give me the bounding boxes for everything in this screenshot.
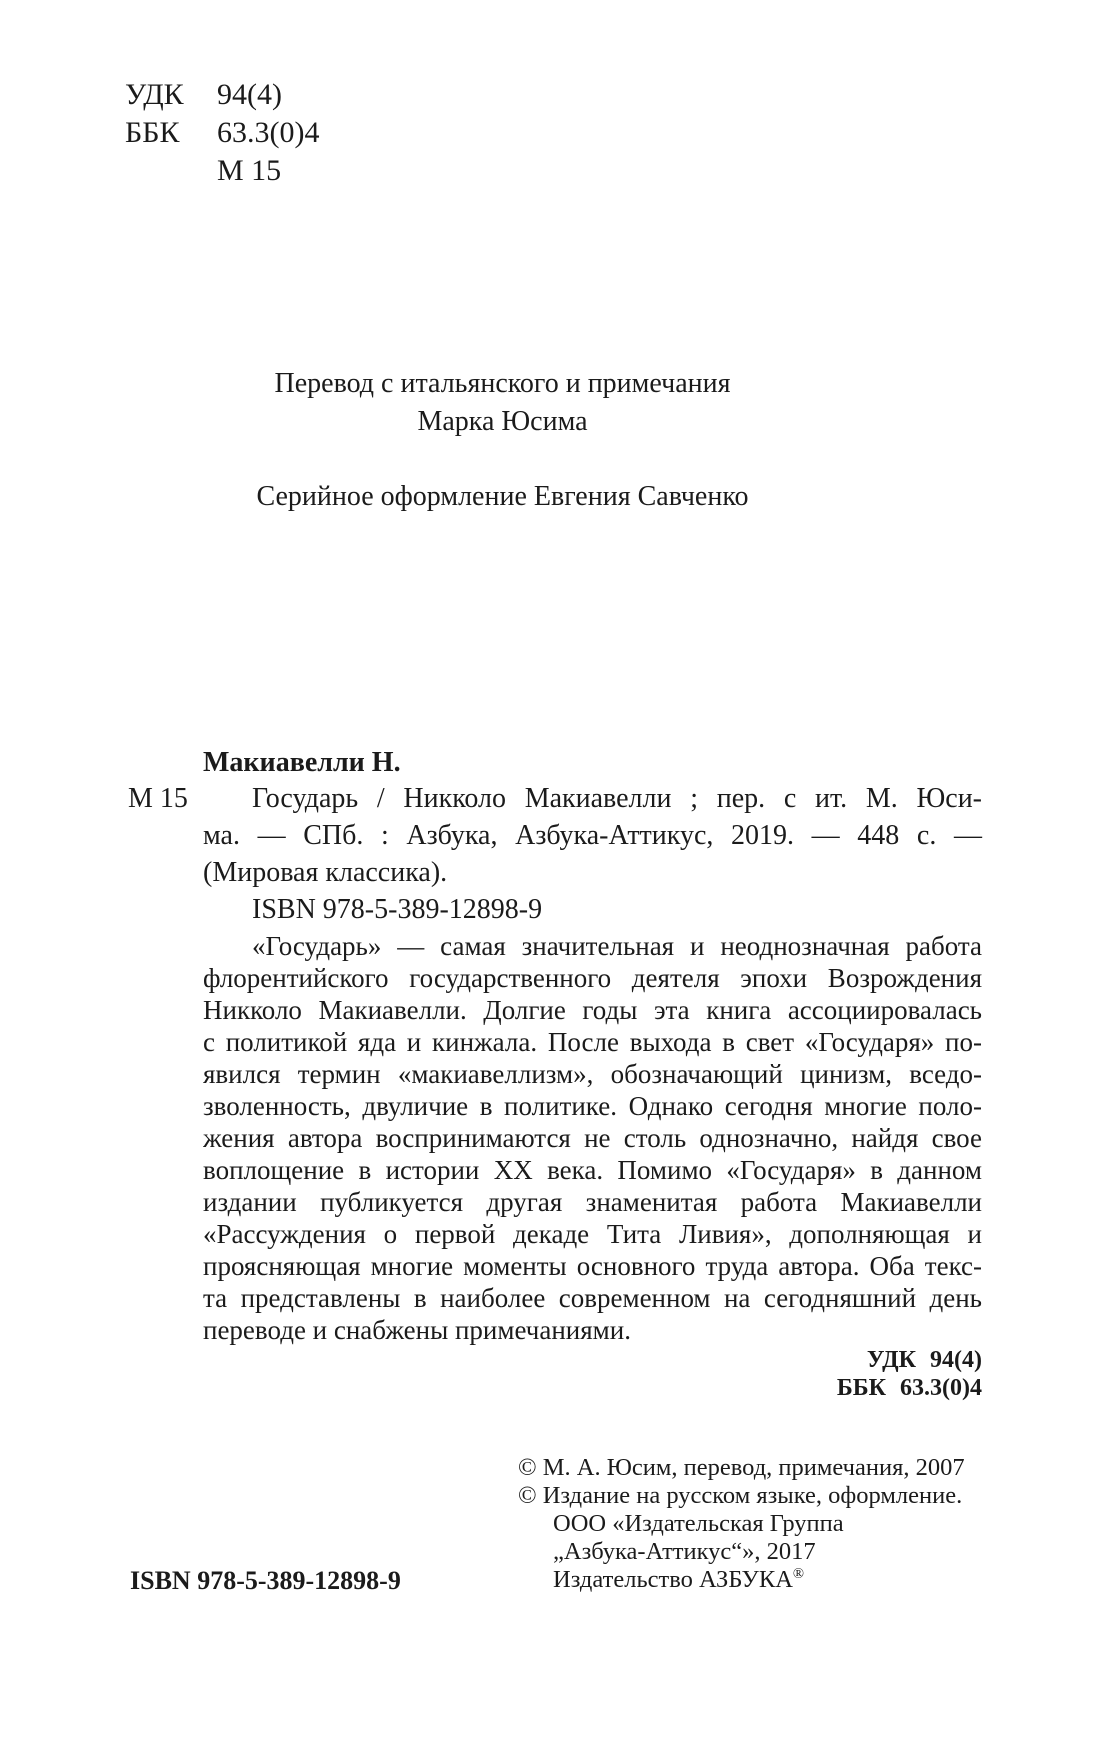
catalog-author-sign: М 15 [128,783,188,814]
series-design-line: Серийное оформление Евгения Савченко [256,481,749,512]
registered-mark: ® [792,1565,805,1582]
annotation-line: зволенность, двуличие в политике. Однако сегодня многие поло- [203,1091,982,1121]
annotation-line: жения автора воспринимаются не столь однозначно, найдя свое [203,1123,982,1153]
isbn-bottom: ISBN 978-5-389-12898-9 [130,1566,401,1595]
annotation-line: проясняющая многие моменты основного труда автора. Оба текс- [203,1251,982,1281]
annotation-paragraph [203,930,982,1346]
annotation-line: переводе и снабжены примечаниями. [203,1315,631,1345]
classification-codes-top [125,76,319,190]
udk-right: УДК 94(4) [866,1347,982,1373]
translator-credit-line1: Перевод с итальянского и примечания [274,368,731,399]
annotation-line: та представлены в наиболее современном на сегодняшний день [203,1283,982,1313]
series-design-credit [0,478,1005,516]
classification-codes-right [203,1346,982,1402]
annotation-line: явился термин «макиавеллизм», обозначающий цинизм, вседо- [203,1059,982,1089]
annotation-line: Никколо Макиавелли. Долгие годы эта книга ассоциировалась [203,995,982,1025]
translator-credit [0,365,1005,441]
copyright-publisher-year: „Азбука-Аттикус“», 2017 [553,1538,816,1565]
bbk-label: ББК [125,116,180,149]
annotation-line: «Рассуждения о первой декаде Тита Ливия», дополняющая и [203,1219,982,1249]
copyright-imprint: Издательство АЗБУКА® [553,1565,805,1593]
bbk-right: ББК 63.3(0)4 [836,1375,982,1401]
copyright-block [518,1454,965,1594]
annotation-line: воплощение в истории XX века. Помимо «Государя» в данном [203,1155,982,1185]
annotation-line: издании публикуется другая знаменитая работа Макиавелли [203,1187,982,1217]
annotation-line: «Государь» — самая значительная и неоднозначная работа [252,931,982,961]
udk-label: УДК [125,78,184,111]
bbk-value: 63.3(0)4 [217,116,320,149]
translator-credit-line2: Марка Юсима [417,406,588,437]
catalog-description-line3: (Мировая классика). [203,857,448,888]
copyright-translator: © М. А. Юсим, перевод, примечания, 2007 [518,1454,965,1481]
annotation-line: с политикой яда и кинжала. После выхода в свет «Государя» по- [203,1027,982,1057]
catalog-isbn: ISBN 978-5-389-12898-9 [252,894,543,925]
author-sign-top: М 15 [217,154,282,187]
copyright-publisher-group: ООО «Издательская Группа [553,1510,844,1537]
catalog-description-line1: Государь / Никколо Макиавелли ; пер. с ит. М. Юси- [252,783,982,814]
annotation-line: флорентийского государственного деятеля эпохи Возрождения [203,963,982,993]
spacer [125,152,217,190]
udk-value: 94(4) [217,78,282,111]
copyright-edition: © Издание на русском языке, оформление. [518,1482,963,1509]
catalog-description-line2: ма. — СПб. : Азбука, Азбука-Аттикус, 2019. — 448 с. — [203,820,982,851]
catalog-author-heading: Макиавелли Н. [203,747,401,778]
